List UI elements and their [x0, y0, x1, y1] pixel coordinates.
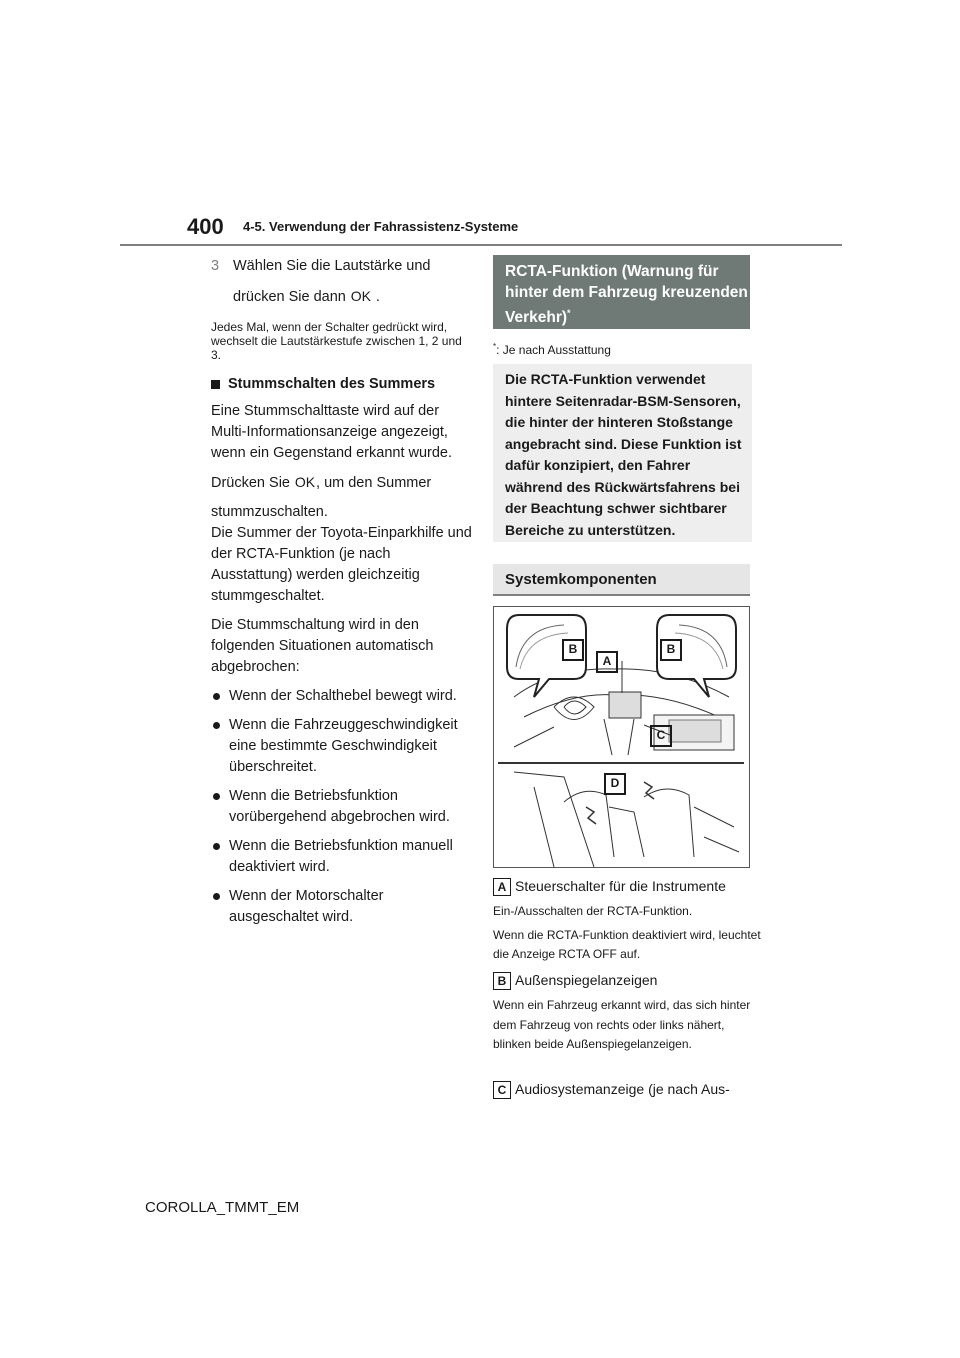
dashboard-illustration [494, 607, 749, 867]
ok-button-icon: OK [350, 288, 371, 304]
para2-text-b: , um den Summer [316, 475, 432, 491]
figure-label-d: D [604, 773, 626, 795]
rcta-title-box [493, 255, 750, 329]
list-item [211, 786, 473, 828]
list-item [211, 836, 473, 878]
figure-label-b-left: B [562, 639, 584, 661]
page-number: 400 [187, 214, 224, 239]
bullet-icon [213, 893, 220, 900]
step-text: drücken Sie dann [233, 289, 346, 305]
header-divider [120, 244, 842, 246]
legend-badge: B [493, 972, 511, 990]
list-item-text: Wenn die Fahrzeuggeschwindigkeit eine bestimmte Geschwindigkeit überschreitet. [229, 717, 458, 775]
figure-label-b-right: B [660, 639, 682, 661]
list-item-text: Wenn die Betriebsfunktion vorübergehend abgebrochen wird. [229, 788, 450, 825]
paragraph-1: Eine Stummschalttaste wird auf der Multi-Informationsanzeige angezeigt, wenn ein Gegenstand erkannt wurde. [211, 403, 453, 461]
list-item-text: Wenn die Betriebsfunktion manuell deaktiviert wird. [229, 838, 453, 875]
paragraph-2-cont: stummzuschalten. [211, 504, 328, 520]
para2-text-a: Drücken Sie [211, 475, 290, 491]
left-column [211, 256, 473, 936]
step-3 [211, 256, 473, 308]
legend-text: Wenn die RCTA-Funktion deaktiviert wird, leuchtet die Anzeige RCTA OFF auf. [493, 927, 761, 962]
legend-title: Außenspiegelanzeigen [515, 972, 658, 988]
list-item [211, 886, 473, 928]
rcta-intro-box: Die RCTA-Funktion verwendet hintere Seitenradar-BSM-Sensoren, die hinter der hinteren Stoßstange angebracht sind. Diese Funktion ist dafür konzipiert, den Fahrer während des Rückwärtsfahrens bei der Beachtung schwer sichtbarer Bereiche zu unterstützen. [493, 364, 752, 542]
ok-button-icon: OK [294, 474, 316, 490]
components-heading: Systemkomponenten [493, 564, 750, 596]
paragraph-3: Die Stummschaltung wird in den folgenden Situationen automatisch abgebrochen: [211, 617, 434, 675]
footnote-text: : Je nach Ausstattung [496, 343, 611, 357]
figure-label-a: A [596, 651, 618, 673]
legend-item-a [493, 878, 763, 965]
list-item [211, 686, 473, 707]
bullet-icon [213, 843, 220, 850]
subheading-text: Stummschalten des Summers [228, 376, 436, 392]
step-text-end: . [375, 289, 380, 305]
footnote [493, 342, 611, 357]
legend-badge: A [493, 878, 511, 896]
footnote-mark: * [493, 342, 497, 351]
paragraph-2-detail: Die Summer der Toyota-Einparkhilfe und der RCTA-Funktion (je nach Ausstattung) werden gleichzeitig stummgeschaltet. [211, 525, 472, 604]
section-title: 4-5. Verwendung der Fahrassistenz-Systeme [243, 219, 519, 234]
paragraph-2 [211, 472, 473, 494]
asterisk-mark: * [567, 308, 571, 318]
step-number: 3 [211, 258, 220, 274]
legend-item-c [493, 1081, 763, 1099]
legend-item-b [493, 972, 763, 1055]
legend-text: Ein-/Ausschalten der RCTA-Funktion. [493, 904, 693, 919]
legend-badge: C [493, 1081, 511, 1099]
figure-label-c: C [650, 725, 672, 747]
list-item [211, 715, 473, 778]
legend-title: Steuerschalter für die Instrumente [515, 878, 726, 894]
step-line-2 [233, 286, 431, 308]
bullet-icon [213, 793, 220, 800]
bullet-icon [213, 722, 220, 729]
system-components-figure [493, 606, 750, 868]
model-code: COROLLA_TMMT_EM [145, 1199, 300, 1216]
legend-title: Audiosystemanzeige (je nach Aus- [515, 1081, 730, 1097]
volume-note: Jedes Mal, wenn der Schalter gedrückt wird, wechselt die Lautstärkestufe zwischen 1, 2 und 3. [211, 320, 462, 362]
square-bullet-icon [211, 380, 220, 389]
subheading [211, 374, 473, 395]
rcta-title: RCTA-Funktion (Warnung für hinter dem Fahrzeug kreuzenden Verkehr) [505, 263, 748, 327]
step-line-1: Wählen Sie die Lautstärke und [233, 258, 431, 274]
legend-text: Wenn ein Fahrzeug erkannt wird, das sich hinter dem Fahrzeug von rechts oder links nähert, blinken beide Außenspiegelanzeigen. [493, 998, 751, 1052]
list-item-text: Wenn der Motorschalter ausgeschaltet wird. [229, 888, 384, 925]
list-item-text: Wenn der Schalthebel bewegt wird. [229, 688, 457, 704]
bullet-icon [213, 693, 220, 700]
